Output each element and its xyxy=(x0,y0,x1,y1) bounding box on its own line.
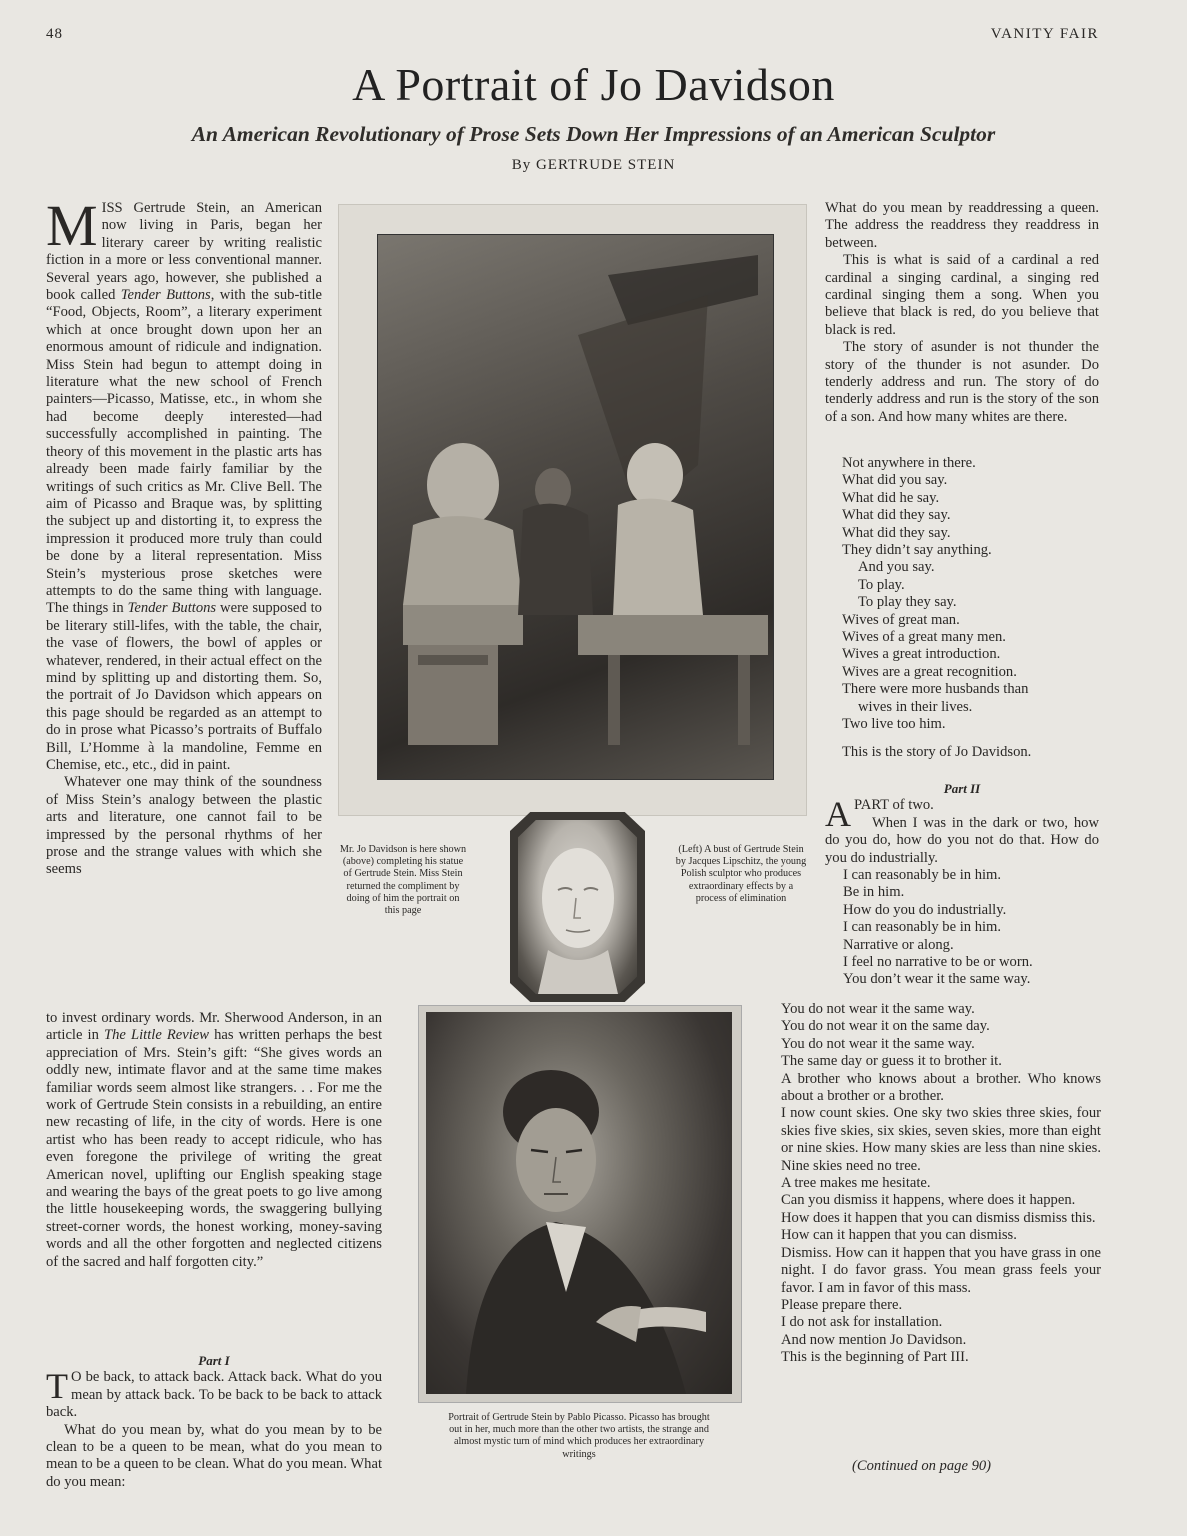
continued-note: (Continued on page 90) xyxy=(852,1458,992,1474)
poem-line: What did they say. xyxy=(842,524,951,541)
part1-paragraph-2: What do you mean by, what do you mean by to be clean to be a queen to be mean, what do you mean to mean to be a queen to be clean. What do you mean. What do you mean: xyxy=(46,1421,382,1490)
poem-block xyxy=(842,455,1102,761)
intro-paragraph-1: MISS Gertrude Stein, an American now living in Paris, began her literary career by writing realistic fiction in a more or less conventional manner. Several years ago, however, she published a book called Tender Buttons, with the sub-title “Food, Objects, Room”, a literary experiment which at once brought down upon her an enormous amount of ridicule and indignation. Miss Stein had begun to attempt doing in literature what the new school of French painters—Picasso, Matisse, etc., in whom she had become deeply interested—had successfully accomplished in painting. The theory of this movement in the plastic arts has already been made fairly familiar by the writings of such critics as Mr. Clive Bell. The aim of Picasso and Braque was, by splitting the subject up and distorting it, to express the impression it produced more truly than could be done by a literal representation. Miss Stein’s mysterious prose sketches were attempts to do the same thing with language. The things in Tender Buttons were supposed to be literary still-lifes, with the table, the chair, the vase of flowers, the bowl of apples or whatever, rendered, in their actual effect on the mind by splitting up and distorting them. So, the portrait of Jo Davidson which appears on this page should be regarded as an attempt to do in prose what Picasso’s portraits of Buffalo Bill, L’Homme à la mandoline, Femme en Chemise, etc., etc., did in paint. xyxy=(46,193,322,773)
right-paragraph-2: This is what is said of a cardinal a red cardinal a singing cardinal, a singing red cardinal singing them a song. When you believe that black is red, do you believe that black is red. xyxy=(825,252,1099,338)
poem-line: Wives of great man. xyxy=(842,611,960,628)
part2-heading: Part II xyxy=(943,781,981,796)
part2-line: You don’t wear it the same way. xyxy=(843,971,1031,988)
studio-photo xyxy=(377,234,774,780)
part2-lead: APART of two. xyxy=(825,794,934,835)
poem-line: Wives a great introduction. xyxy=(842,646,1001,663)
drop-cap: M xyxy=(46,193,98,258)
part2-line: Be in him. xyxy=(843,884,905,901)
intro-paragraph-2: Whatever one may think of the soundness of Miss Stein’s analogy between the plastic arts and literature, one cannot fail to be impressed by the personal rhythms of her prose and the strange values with which she seems xyxy=(46,774,322,878)
article-title: A Portrait of Jo Davidson xyxy=(352,59,835,110)
poem-line: What did they say. xyxy=(842,507,951,524)
part2-line: I do not ask for installation. xyxy=(781,1314,943,1331)
magazine-name: VANITY FAIR xyxy=(990,26,1099,42)
poem-line: To play they say. xyxy=(858,594,957,611)
part2-section-wide xyxy=(781,1001,1101,1367)
part2-section xyxy=(825,780,1099,989)
part2-line: The same day or guess it to brother it. xyxy=(781,1053,1002,1070)
intro-paragraph-2-cont: to invest ordinary words. Mr. Sherwood Anderson, in an article in The Little Review has written perhaps the best appreciation of Mrs. Stein’s gift: “She gives words an oddly new, intimate flavor and at the same time makes familiar words seem almost like strangers. . . For me the work of Gertrude Stein consists in a rebuilding, an entire new recasting of life, in the city of words. Here is one artist who has been ready to accept ridicule, who has even foregone the privilege of writing the great American novel, uplifting our English speaking stage and wearing the bays of the great poets to go live among the little housekeeping words, the swaggering bullying street-corner words, the honest working, money-saving words and all the other forgotten and neglected citizens of the sacred and half forgotten city.” xyxy=(46,1010,382,1270)
part2-line: I can reasonably be in him. xyxy=(843,919,1002,936)
poem-line: What did you say. xyxy=(842,472,948,489)
page-number: 48 xyxy=(46,26,63,42)
poem-line: Wives are a great recognition. xyxy=(842,663,1017,680)
part1-heading: Part I xyxy=(198,1353,230,1368)
article-subtitle: An American Revolutionary of Prose Sets Down Her Impressions of an American Sculptor xyxy=(191,122,996,146)
caption-right: (Left) A bust of Gertrude Stein by Jacques Lipschitz, the young Polish sculptor who produces extraordinary effects by a process of elimination xyxy=(675,844,807,904)
part2-line: You do not wear it the same way. xyxy=(781,1035,975,1052)
poem-line: There were more husbands than xyxy=(842,681,1029,698)
part2-line: When I was in the dark or two, how do you do, how do you not do that. How do you do industrially. xyxy=(825,814,1099,866)
part2-line: Narrative or along. xyxy=(843,936,954,953)
story-line: This is the story of Jo Davidson. xyxy=(842,743,1032,760)
caption-left: Mr. Jo Davidson is here shown (above) completing his statue of Gertrude Stein. Miss Stein returned the compliment by doing of him the portrait on this page xyxy=(339,844,467,917)
part1-section xyxy=(46,1352,382,1491)
part2-line: I feel no narrative to be or worn. xyxy=(843,954,1033,971)
part2-line: You do not wear it the same way. xyxy=(781,1001,975,1017)
drop-cap: A xyxy=(825,794,851,835)
part2-line: I now count skies. One sky two skies three skies, four skies five skies, six skies, seven skies, more than eight or nine skies. How many skies are less than nine skies. Nine skies need no tree. xyxy=(781,1105,1101,1174)
poem-line: Two live too him. xyxy=(842,716,946,733)
poem-line: Not anywhere in there. xyxy=(842,455,976,471)
part1-paragraph-1: T O be back, to attack back. Attack back. What do you mean by attack back. To be back to be back to attack back. xyxy=(46,1366,382,1421)
part2-line: I can reasonably be in him. xyxy=(843,867,1002,884)
part2-line: A brother who knows about a brother. Who knows about a brother or a brother. xyxy=(781,1070,1101,1105)
right-column-prose xyxy=(825,200,1099,426)
intro-column-bottom xyxy=(46,1010,382,1271)
right-paragraph-3: The story of asunder is not thunder the story of the thunder is not asunder. Do tenderly address and run. The story of do tenderly address and run is the story of the son of a son. And how many whites are there. xyxy=(825,339,1099,425)
intro-column-top xyxy=(46,193,322,879)
part2-line: Can you dismiss it happens, where does it happen. xyxy=(781,1192,1076,1209)
part2-line: And now mention Jo Davidson. xyxy=(781,1331,967,1348)
part2-line: You do not wear it on the same day. xyxy=(781,1018,990,1035)
part2-line: How can it happen that you can dismiss. xyxy=(781,1227,1017,1244)
poem-line: What did he say. xyxy=(842,489,940,506)
part2-line: How do you do industrially. xyxy=(843,901,1007,918)
right-paragraph-1: What do you mean by readdressing a queen. The address the readdress they readdress in between. xyxy=(825,200,1099,251)
picasso-portrait xyxy=(426,1012,732,1394)
part2-line: How does it happen that you can dismiss dismiss this. xyxy=(781,1209,1096,1226)
drop-cap: T xyxy=(46,1366,68,1407)
part2-line: This is the beginning of Part III. xyxy=(781,1349,969,1366)
poem-line: Wives of a great many men. xyxy=(842,629,1006,646)
part2-line: Please prepare there. xyxy=(781,1296,903,1313)
bust-photo xyxy=(518,820,637,994)
part2-line: Dismiss. How can it happen that you have grass in one night. I do favor grass. You mean grass feels your favor. I am in favor of this mass. xyxy=(781,1244,1101,1296)
poem-line: To play. xyxy=(858,576,905,593)
caption-bottom: Portrait of Gertrude Stein by Pablo Picasso. Picasso has brought out in her, much more than the other two artists, the strange and almost mystic turn of mind which produces her extraordinary writings xyxy=(448,1412,710,1460)
part2-line: A tree makes me hesitate. xyxy=(781,1175,931,1192)
byline: By GERTRUDE STEIN xyxy=(511,157,676,173)
poem-line: They didn’t say anything. xyxy=(842,542,992,559)
poem-line: And you say. xyxy=(858,559,935,576)
poem-line: wives in their lives. xyxy=(858,698,973,715)
